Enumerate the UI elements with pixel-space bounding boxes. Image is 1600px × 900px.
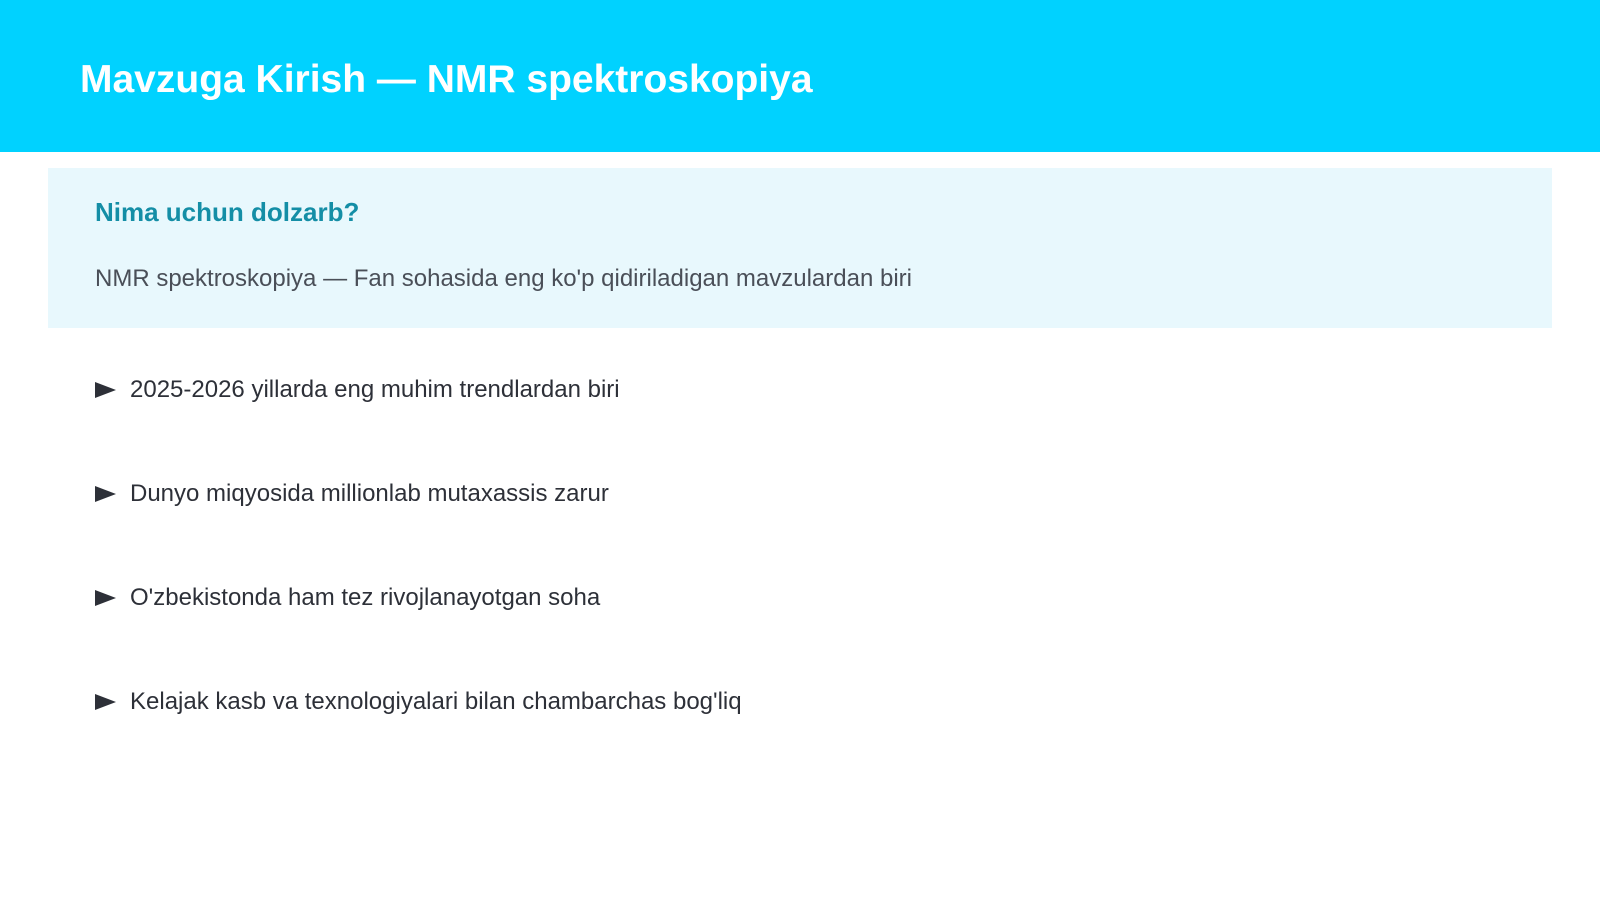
bullet-text: O'zbekistonda ham tez rivojlanayotgan soha (130, 584, 601, 611)
slide-title: Mavzuga Kirish — NMR spektroskopiya (80, 58, 813, 101)
bullet-text: Kelajak kasb va texnologiyalari bilan chambarchas bog'liq (130, 688, 742, 715)
bullet-item (95, 474, 742, 514)
triangle-bullet-icon (95, 486, 116, 502)
bullet-item (95, 370, 742, 410)
bullet-item (95, 682, 742, 722)
slide-header (0, 0, 1600, 152)
callout-text: NMR spektroskopiya — Fan sohasida eng ko'p qidiriladigan mavzulardan biri (95, 265, 912, 292)
triangle-bullet-icon (95, 590, 116, 606)
bullet-text: 2025-2026 yillarda eng muhim trendlardan biri (130, 376, 620, 403)
bullet-text: Dunyo miqyosida millionlab mutaxassis zarur (130, 480, 609, 507)
callout-box (48, 168, 1552, 328)
bullet-item (95, 578, 742, 618)
triangle-bullet-icon (95, 382, 116, 398)
callout-heading: Nima uchun dolzarb? (95, 197, 360, 227)
triangle-bullet-icon (95, 694, 116, 710)
bullet-list (95, 370, 742, 786)
